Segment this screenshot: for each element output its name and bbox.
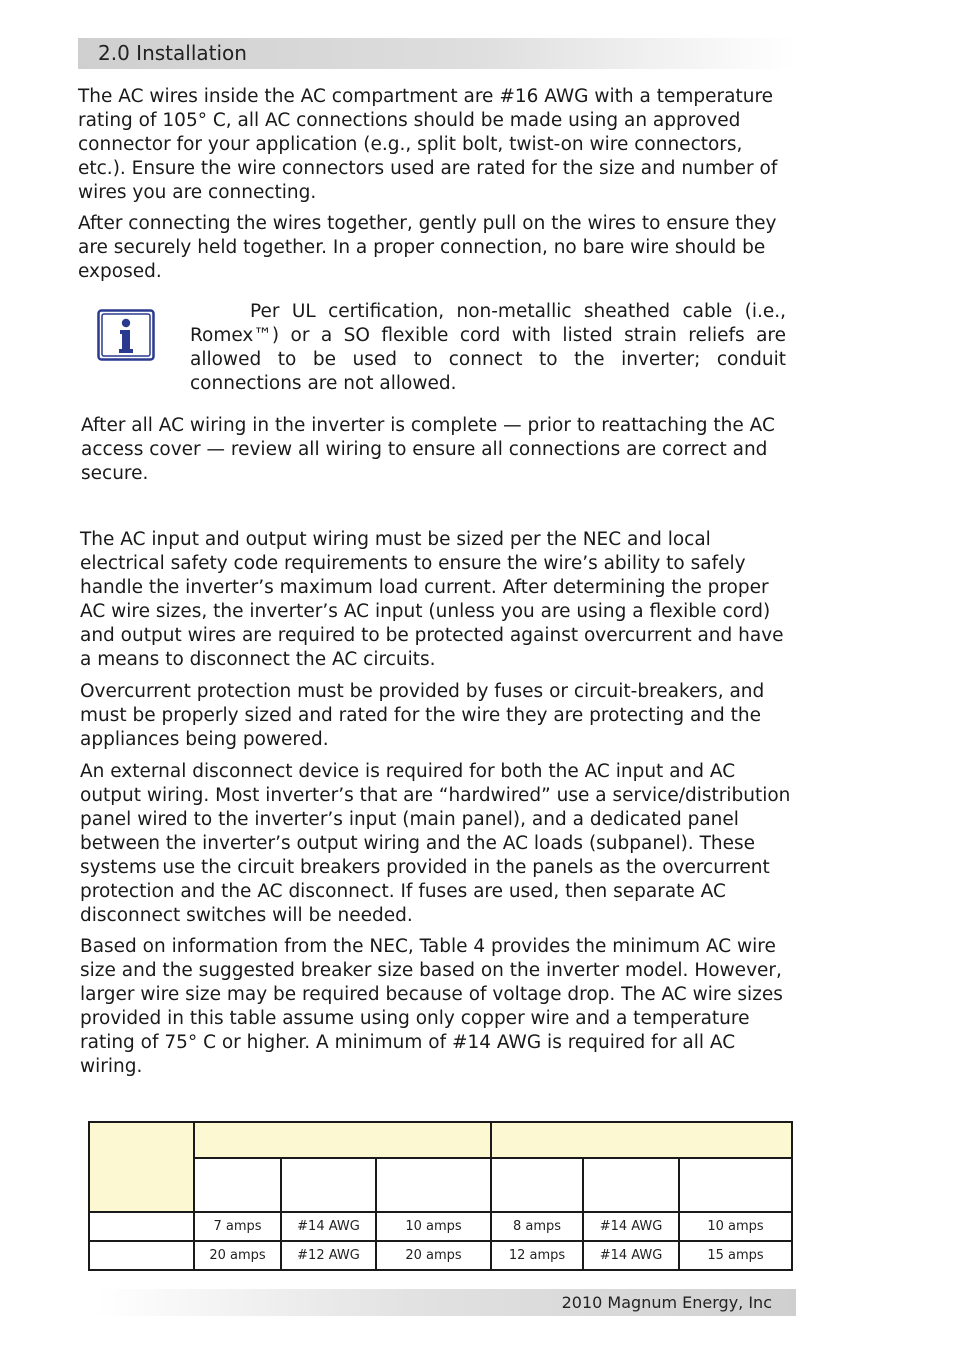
paragraph-overcurrent: Overcurrent protection must be provided by fuses or circuit-breakers, and must be properly sized and rated for the wire they are protecting and the appliances being powered. [80, 681, 765, 750]
section-title: 2.0 Installation [98, 41, 247, 65]
paragraph-wire-sizing: The AC input and output wiring must be sized per the NEC and local electrical safety code requirements to ensure the wire’s ability to safely handle the inverter’s maximum load current. After determining the proper AC wire sizes, the inverter’s AC input (unless you are using a flexible cord) and output wires are required to be protected against overcurrent and have a means to disconnect the AC circuits. [80, 529, 784, 670]
table-cell: #12 AWG [281, 1241, 376, 1270]
table-cell: #14 AWG [583, 1241, 679, 1270]
paragraph-table-info: Based on information from the NEC, Table 4 provides the minimum AC wire size and the suggested breaker size based on the inverter model. However, larger wire size may be required because of voltage drop. The AC wire sizes provided in this table assume using only copper wire and a temperature rating of 75° C or higher. A minimum of #14 AWG is required for all AC wiring. [80, 936, 783, 1077]
table-cell: 8 amps [491, 1212, 583, 1241]
section-header [78, 38, 796, 69]
table-cell-model [89, 1241, 194, 1270]
table-cell: 10 amps [376, 1212, 491, 1241]
table-cell: 15 amps [679, 1241, 792, 1270]
page-footer [96, 1289, 796, 1316]
table-header-group-1 [194, 1122, 491, 1158]
table-subheader [376, 1158, 491, 1212]
info-icon [97, 309, 155, 361]
table-cell: 20 amps [376, 1241, 491, 1270]
paragraph-pull-test: After connecting the wires together, gently pull on the wires to ensure they are securely held together. In a proper connection, no bare wire should be exposed. [78, 213, 777, 282]
table-cell: 10 amps [679, 1212, 792, 1241]
table-header-model [89, 1122, 194, 1212]
table-cell-model [89, 1212, 194, 1241]
paragraph-review-wiring: After all AC wiring in the inverter is complete — prior to reattaching the AC access cover — review all wiring to ensure all connections are correct and secure. [81, 415, 775, 484]
table-cell: #14 AWG [281, 1212, 376, 1241]
table-row [89, 1241, 792, 1270]
table-header-group-2 [491, 1122, 792, 1158]
table-cell: #14 AWG [583, 1212, 679, 1241]
table-subheader [491, 1158, 583, 1212]
paragraph-ac-wires: The AC wires inside the AC compartment are #16 AWG with a temperature rating of 105° C, all AC connections should be made using an approved connector for your application (e.g., split bolt, twist-on wire connectors, etc.). Ensure the wire connectors used are rated for the size and number of wires you are connecting. [78, 86, 778, 203]
table-cell: 12 amps [491, 1241, 583, 1270]
footer-copyright: 2010 Magnum Energy, Inc [561, 1293, 772, 1312]
table-cell: 7 amps [194, 1212, 281, 1241]
table-subheader [583, 1158, 679, 1212]
table-subheader [679, 1158, 792, 1212]
table-subheader [194, 1158, 281, 1212]
paragraph-disconnect: An external disconnect device is required for both the AC input and AC output wiring. Most inverter’s that are “hardwired” use a service/distribution panel wired to the inverter’s input (main panel), and a dedicated panel between the inverter’s output wiring and the AC loads (subpanel). These systems use the circuit breakers provided in the panels as the overcurrent protection and the AC disconnect. If fuses are used, then separate AC disconnect switches will be needed. [80, 761, 791, 926]
note-text: Per UL certification, non-metallic sheathed cable (i.e., Romex™) or a SO flexible cord with listed strain reliefs are allowed to be used to connect to the inverter; conduit connections are not allowed. [190, 301, 786, 394]
table-cell: 20 amps [194, 1241, 281, 1270]
ac-wire-size-table [88, 1121, 793, 1271]
table-subheader [281, 1158, 376, 1212]
table-row [89, 1212, 792, 1241]
